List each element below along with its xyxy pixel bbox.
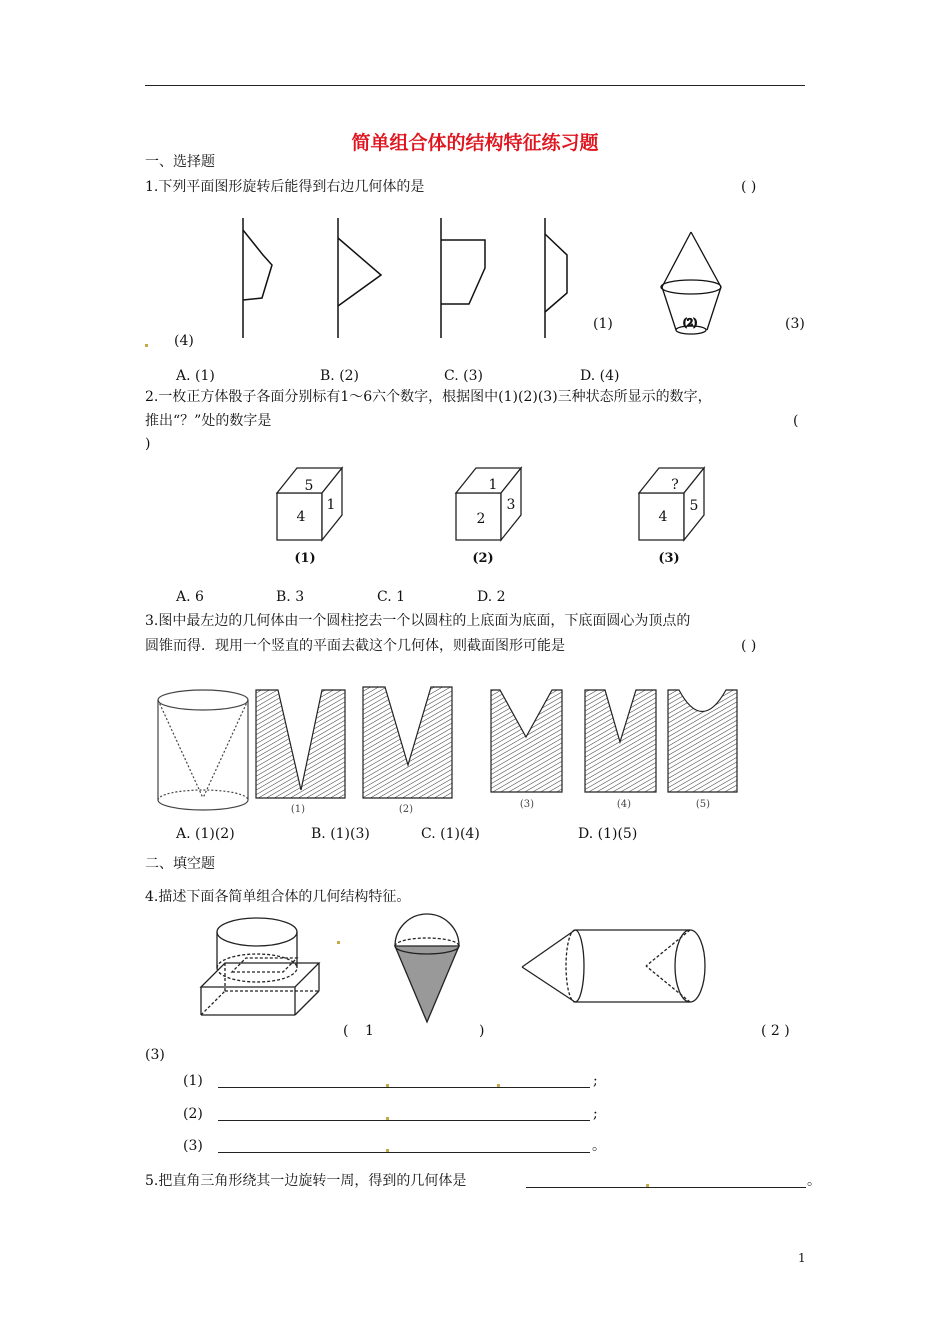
q3-option-d: D. (1)(5) (578, 826, 638, 842)
q1-label-4: (4) (174, 333, 194, 349)
q5-stem: 5.把直角三角形绕其一边旋转一周，得到的几何体是 (145, 1173, 467, 1189)
q3-caption-2: (2) (398, 804, 414, 815)
q3-stem-line1: 3.图中最左边的几何体由一个圆柱挖去一个以圆柱的上底面为底面，下底面圆心为顶点的 (145, 613, 691, 629)
section-fill-heading: 二、填空题 (145, 856, 215, 872)
q1-option-d: D. (4) (580, 368, 620, 384)
q4-label-1-num: 1 (365, 1023, 374, 1039)
q4-answer-blank-2[interactable] (218, 1106, 590, 1121)
q4-label-2: ( 2 ) (761, 1023, 790, 1039)
q4-answer-label-2: (2) (183, 1106, 203, 1122)
stray-mark-7 (646, 1184, 649, 1187)
q4-cylinder-on-box (201, 918, 319, 1015)
die-2-right: 3 (506, 497, 516, 513)
die-2-top: 1 (488, 477, 498, 493)
die-1-caption: (1) (294, 551, 316, 566)
q1-label-1: (1) (593, 316, 613, 332)
stray-mark-4 (497, 1084, 500, 1087)
q3-option-a: A. (1)(2) (176, 826, 235, 842)
die-1-front: 4 (296, 509, 306, 525)
q1-option-c: C. (3) (444, 368, 483, 384)
q4-hemisphere-on-cone (395, 914, 459, 1022)
q4-answer-blank-3[interactable] (218, 1138, 590, 1153)
die-2-front: 2 (476, 511, 486, 527)
q4-label-3: (3) (145, 1047, 165, 1063)
q1-label-3: (3) (785, 316, 805, 332)
q4-answer-end-3: 。 (592, 1138, 606, 1154)
page-number: 1 (798, 1251, 806, 1265)
die-3-front: 4 (658, 509, 668, 525)
q3-caption-5: (5) (695, 799, 711, 810)
q3-caption-3: (3) (519, 799, 535, 810)
section-choice-heading: 一、选择题 (145, 154, 215, 170)
die-3-top: ? (671, 477, 679, 493)
page-title: 简单组合体的结构特征练习题 (351, 132, 599, 154)
q2-stem-line2: 推出“？”处的数字是 (145, 413, 272, 429)
q2-option-d: D. 2 (477, 589, 506, 605)
die-2-caption: (2) (472, 551, 494, 566)
q2-option-a: A. 6 (176, 589, 204, 605)
q3-caption-1: (1) (290, 804, 306, 815)
q2-paren-close: ) (145, 436, 151, 452)
q2-option-b: B. 3 (276, 589, 305, 605)
q4-answer-label-1: (1) (183, 1073, 203, 1089)
q4-answer-label-3: (3) (183, 1138, 203, 1154)
q1-answer-paren: ( ) (741, 179, 757, 195)
q3-answer-paren: ( ) (741, 638, 757, 654)
q4-label-1-open: ( (343, 1023, 349, 1039)
q2-paren-open: ( (793, 413, 799, 429)
die-1-top: 5 (304, 478, 314, 494)
q4-answer-end-1: ; (593, 1073, 598, 1089)
q3-option-c: C. (1)(4) (421, 826, 480, 842)
die-3-right: 5 (689, 498, 699, 514)
die-3-caption: (3) (658, 551, 680, 566)
q4-answer-end-2: ; (593, 1106, 598, 1122)
q5-end: 。 (807, 1173, 821, 1189)
q3-stem-line2: 圆锥而得．现用一个竖直的平面去截这个几何体，则截面图形可能是 (145, 638, 565, 654)
q3-option-b: B. (1)(3) (311, 826, 370, 842)
q3-caption-4: (4) (616, 799, 632, 810)
stray-mark-3 (386, 1084, 389, 1087)
q1-option-b: B. (2) (320, 368, 360, 384)
q4-cone-cylinder-cone (522, 930, 705, 1002)
stray-mark-5 (386, 1117, 389, 1120)
q4-label-1-close: ) (479, 1023, 485, 1039)
die-1-right: 1 (326, 497, 336, 513)
q4-stem: 4.描述下面各简单组合体的几何结构特征。 (145, 889, 411, 905)
stray-mark-6 (386, 1149, 389, 1152)
q4-answer-blank-1[interactable] (218, 1073, 590, 1088)
q2-stem-line1: 2.一枚正方体骰子各面分别标有1～6六个数字，根据图中(1)(2)(3)三种状态所显示的数字， (145, 389, 712, 405)
q1-option-a: A. (1) (176, 368, 215, 384)
q1-stem: 1.下列平面图形旋转后能得到右边几何体的是 (145, 179, 425, 195)
stray-mark-2 (337, 941, 340, 944)
q2-option-c: C. 1 (377, 589, 406, 605)
svg-text:(2): (2) (683, 318, 698, 329)
q5-answer-blank[interactable] (526, 1173, 806, 1188)
